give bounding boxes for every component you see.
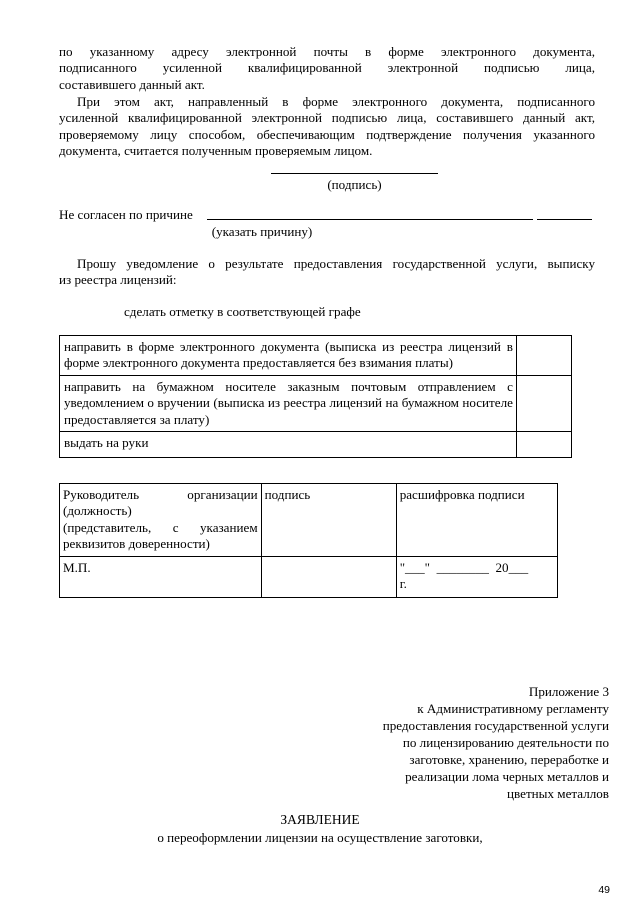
option-checkbox-paper[interactable]	[516, 375, 571, 431]
appendix-line: цветных металлов	[507, 786, 609, 801]
table-row	[60, 432, 572, 458]
signature-table	[59, 483, 558, 598]
reason-line-end	[537, 219, 592, 220]
appendix-line: по лицензированию деятельности по	[402, 735, 609, 750]
signature-caption: (подпись)	[327, 177, 382, 192]
appendix-line: Приложение 3	[528, 684, 609, 699]
appendix-line: к Административному регламенту	[417, 701, 609, 716]
table-row	[60, 336, 572, 376]
text-line: из реестра лицензий:	[59, 272, 177, 288]
paragraph-notify	[59, 256, 595, 289]
head-position-cell	[60, 484, 262, 557]
text-line: реквизитов доверенности)	[63, 536, 210, 552]
head-signature-cell: подпись	[261, 484, 396, 557]
reason-line	[207, 219, 533, 220]
appendix-line: заготовке, хранению, переработке и	[409, 752, 609, 767]
date-year-suffix: г.	[399, 576, 407, 592]
appendix-line: реализации лома черных металлов и	[405, 769, 609, 784]
option-text: направить на бумажном носителе заказным почтовым отправлением с уведомлением о вручении (выписка из реестра лицензий на бумажном носителе предоставляется за плату)	[60, 375, 517, 431]
option-checkbox-electronic[interactable]	[516, 336, 571, 376]
table-row	[60, 375, 572, 431]
paragraph-receipt	[59, 94, 595, 160]
text-line: по указанному адресу электронной почты в форме электронного документа,	[59, 44, 595, 59]
date-line: "___" ________ 20___	[399, 560, 529, 575]
document-subtitle: о переоформлении лицензии на осуществление заготовки,	[157, 830, 483, 845]
signature-line	[271, 173, 438, 174]
text-line: При этом акт, направленный в форме электронного документа, подписанного	[77, 94, 595, 109]
text-line: составившего данный акт.	[59, 76, 205, 92]
date-cell[interactable]	[396, 557, 557, 598]
table-row	[60, 484, 558, 557]
appendix-line: предоставления государственной услуги	[382, 718, 609, 733]
text-line: проверяемому лицу способом, обеспечивающим подтверждение получения указанного	[59, 126, 595, 142]
document-title: ЗАЯВЛЕНИЕ	[280, 812, 360, 827]
table-row	[60, 557, 558, 598]
option-text: выдать на руки	[60, 432, 517, 458]
head-decoding-cell: расшифровка подписи	[396, 484, 557, 557]
text-line: документа, считается полученным проверяемым лицом.	[59, 143, 373, 159]
page-number: 49	[598, 884, 610, 896]
text-line: Руководитель организации	[63, 487, 258, 502]
paragraph-delivery	[59, 44, 595, 93]
text-line: Прошу уведомление о результате предоставления государственной услуги, выписку	[77, 256, 595, 271]
text-line: подписанного усиленной квалифицированной электронной подписью лица,	[59, 60, 595, 76]
text-line: (должность)	[63, 503, 132, 519]
text-line: усиленной квалифицированной электронной подписью лица, составившего данный акт,	[59, 110, 595, 126]
reason-caption: (указать причину)	[211, 224, 313, 239]
disagree-label: Не согласен по причине	[59, 207, 193, 222]
option-text: направить в форме электронного документа (выписка из реестра лицензий в форме электронного документа предоставляется без взимания платы)	[60, 336, 517, 376]
stamp-cell: М.П.	[60, 557, 262, 598]
appendix-header	[349, 683, 609, 802]
mark-instruction: сделать отметку в соответствующей графе	[124, 304, 361, 319]
signature-input-cell[interactable]	[261, 557, 396, 598]
option-checkbox-in-person[interactable]	[516, 432, 571, 458]
delivery-options-table	[59, 335, 572, 458]
text-line: (представитель, с указанием	[63, 519, 258, 535]
